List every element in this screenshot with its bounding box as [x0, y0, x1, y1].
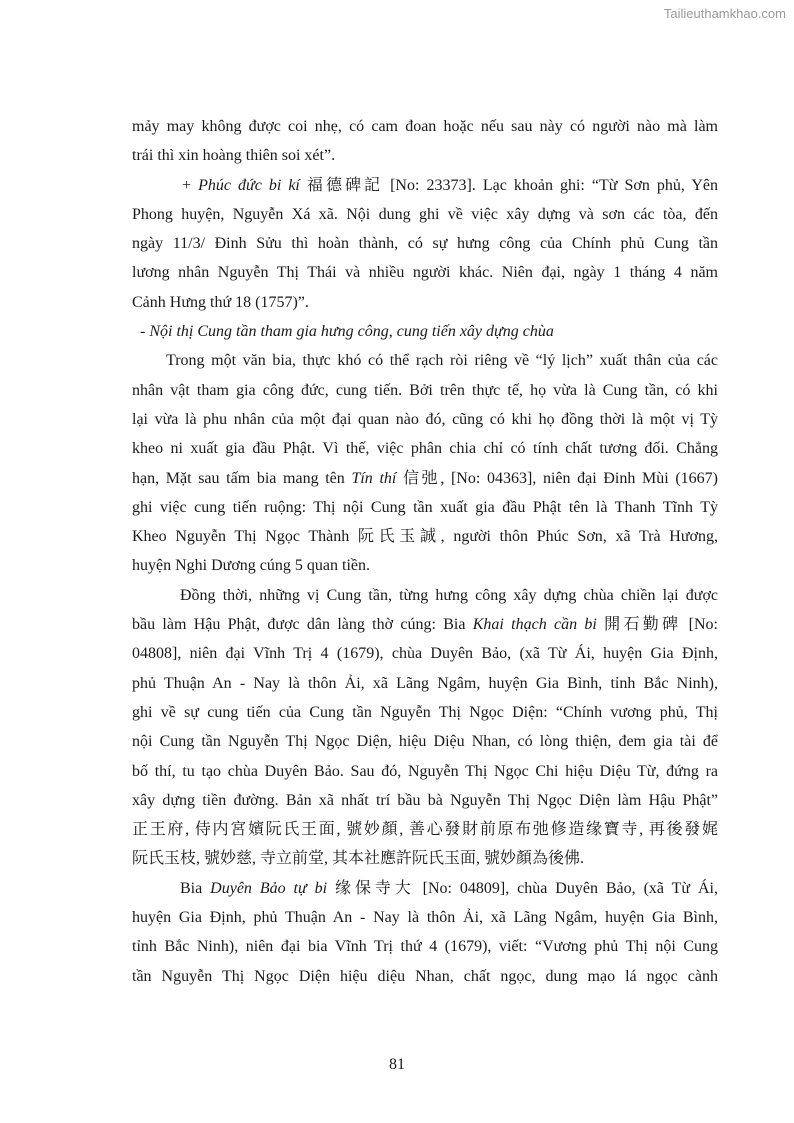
text-line: lại vừa là phu nhân của một đại quan nào đó, cũng có khi họ đồng thời là một vị Tỳ [132, 410, 718, 428]
inscription-title: Tín thí [351, 469, 397, 487]
inscription-title: Duyên Bảo tự bi [210, 879, 328, 897]
page-body [132, 112, 718, 991]
text-line: Đồng thời, những vị Cung tần, từng hưng công xây dựng chùa chiền lại được [180, 586, 718, 604]
text-line: ghi việc cung tiến ruộng: Thị nội Cung tần xuất gia đầu Phật tên là Thanh Tĩnh Tỳ [132, 498, 718, 516]
text-line: hạn, Mặt sau tấm bia mang tên Tín thí 信弛, [No: 04363], niên đại Đinh Mùi (1667) [132, 469, 718, 487]
text-line: ghi về sự cung tiến của Cung tần Nguyễn Thị Ngọc Diện: “Chính vương phủ, Thị [132, 703, 718, 721]
page-number: 81 [389, 1056, 405, 1073]
text-line: Kheo Nguyễn Thị Ngọc Thành 阮氏玉誠, người thôn Phúc Sơn, xã Trà Hương, [132, 528, 718, 546]
text-line: kheo ni xuất gia đầu Phật. Vì thế, việc phân chia chỉ có tính chất tương đối. Chẳng [132, 440, 718, 458]
text-line: Trong một văn bia, thực khó có thể rạch ròi riêng về “lý lịch” xuất thân của các [166, 352, 718, 370]
text-line: tỉnh Bắc Ninh), niên đại bia Vĩnh Trị thứ 4 (1679), viết: “Vương phủ Thị nội Cung [132, 938, 718, 956]
text-line: huyện Nghi Dương cúng 5 quan tiền. [132, 557, 370, 575]
text-line: Bia Duyên Bảo tự bi 缘保寺大 [No: 04809], chùa Duyên Bảo, (xã Từ Ái, [180, 879, 719, 897]
text-line: + Phúc đức bi kí 福德碑記 [No: 23373]. Lạc khoản ghi: “Từ Sơn phủ, Yên [182, 176, 718, 194]
text-line: ngày 11/3/ Đinh Sửu thì hoàn thành, có sự hưng công của Chính phủ Cung tần [132, 235, 718, 253]
text-line: nhân vật tham gia công đức, cung tiến. Bởi trên thực tế, họ vừa là Cung tần, có khi [132, 381, 718, 399]
watermark-text: Tailieuthamkhao.com [663, 6, 786, 21]
text-line: Cảnh Hưng thứ 18 (1757)”. [132, 293, 309, 311]
text-line: tần Nguyễn Thị Ngọc Diện hiệu diệu Nhan, chất ngọc, dung mạo lá ngọc cành [132, 967, 718, 985]
text-line: nội Cung tần Nguyễn Thị Ngọc Diện, hiệu Diệu Nhan, có lòng thiện, đem gia tài để [132, 733, 718, 751]
text-line: phủ Thuận An - Nay là thôn Ải, xã Lãng Ngâm, huyện Gia Bình, tỉnh Bắc Ninh), [132, 674, 718, 692]
section-heading: - Nội thị Cung tần tham gia hưng công, cung tiến xây dựng chùa [140, 323, 554, 341]
text-line: xây dựng tiền đường. Bản xã nhất trí bầu bà Nguyễn Thị Ngọc Diện làm Hậu Phật” [132, 791, 718, 809]
text-line: trái thì xin hoàng thiên soi xét”. [132, 147, 336, 165]
text-line: huyện Gia Định, phủ Thuận An - Nay là thôn Ải, xã Lãng Ngâm, huyện Gia Bình, [132, 909, 718, 927]
inscription-title: Khai thạch cần bi [472, 616, 597, 634]
text-line: mảy may không được coi nhẹ, có cam đoan hoặc nếu sau này có người nào mà làm [132, 118, 718, 135]
text-line: 04808], niên đại Vĩnh Trị 4 (1679), chùa Duyên Bảo, (xã Từ Ái, huyện Gia Định, [132, 645, 718, 663]
han-text-line: 正王府, 侍内宮嬪阮氏王面, 號妙顏, 善心發財前原布弛修造缘寶寺, 再後發娓 [132, 821, 718, 839]
text-line: bầu làm Hậu Phật, được dân làng thờ cúng: Bia Khai thạch cần bi 開石勤碑 [No: [132, 616, 718, 634]
text-line: Phong huyện, Nguyễn Xá xã. Nội dung ghi về việc xây dựng và sơn các tòa, đến [132, 205, 718, 223]
han-text-line: 阮氏玉枝, 號妙慈, 寺立前堂, 其本社應許阮氏玉面, 號妙顏為後佛. [132, 850, 585, 868]
inscription-title: Phúc đức bi kí [198, 176, 300, 194]
text-line: lương nhân Nguyễn Thị Thái và nhiều người khác. Niên đại, ngày 1 tháng 4 năm [132, 264, 718, 282]
text-line: bố thí, tu tạo chùa Duyên Bảo. Sau đó, Nguyễn Thị Ngọc Chi hiệu Diệu Từ, đứng ra [132, 762, 718, 780]
